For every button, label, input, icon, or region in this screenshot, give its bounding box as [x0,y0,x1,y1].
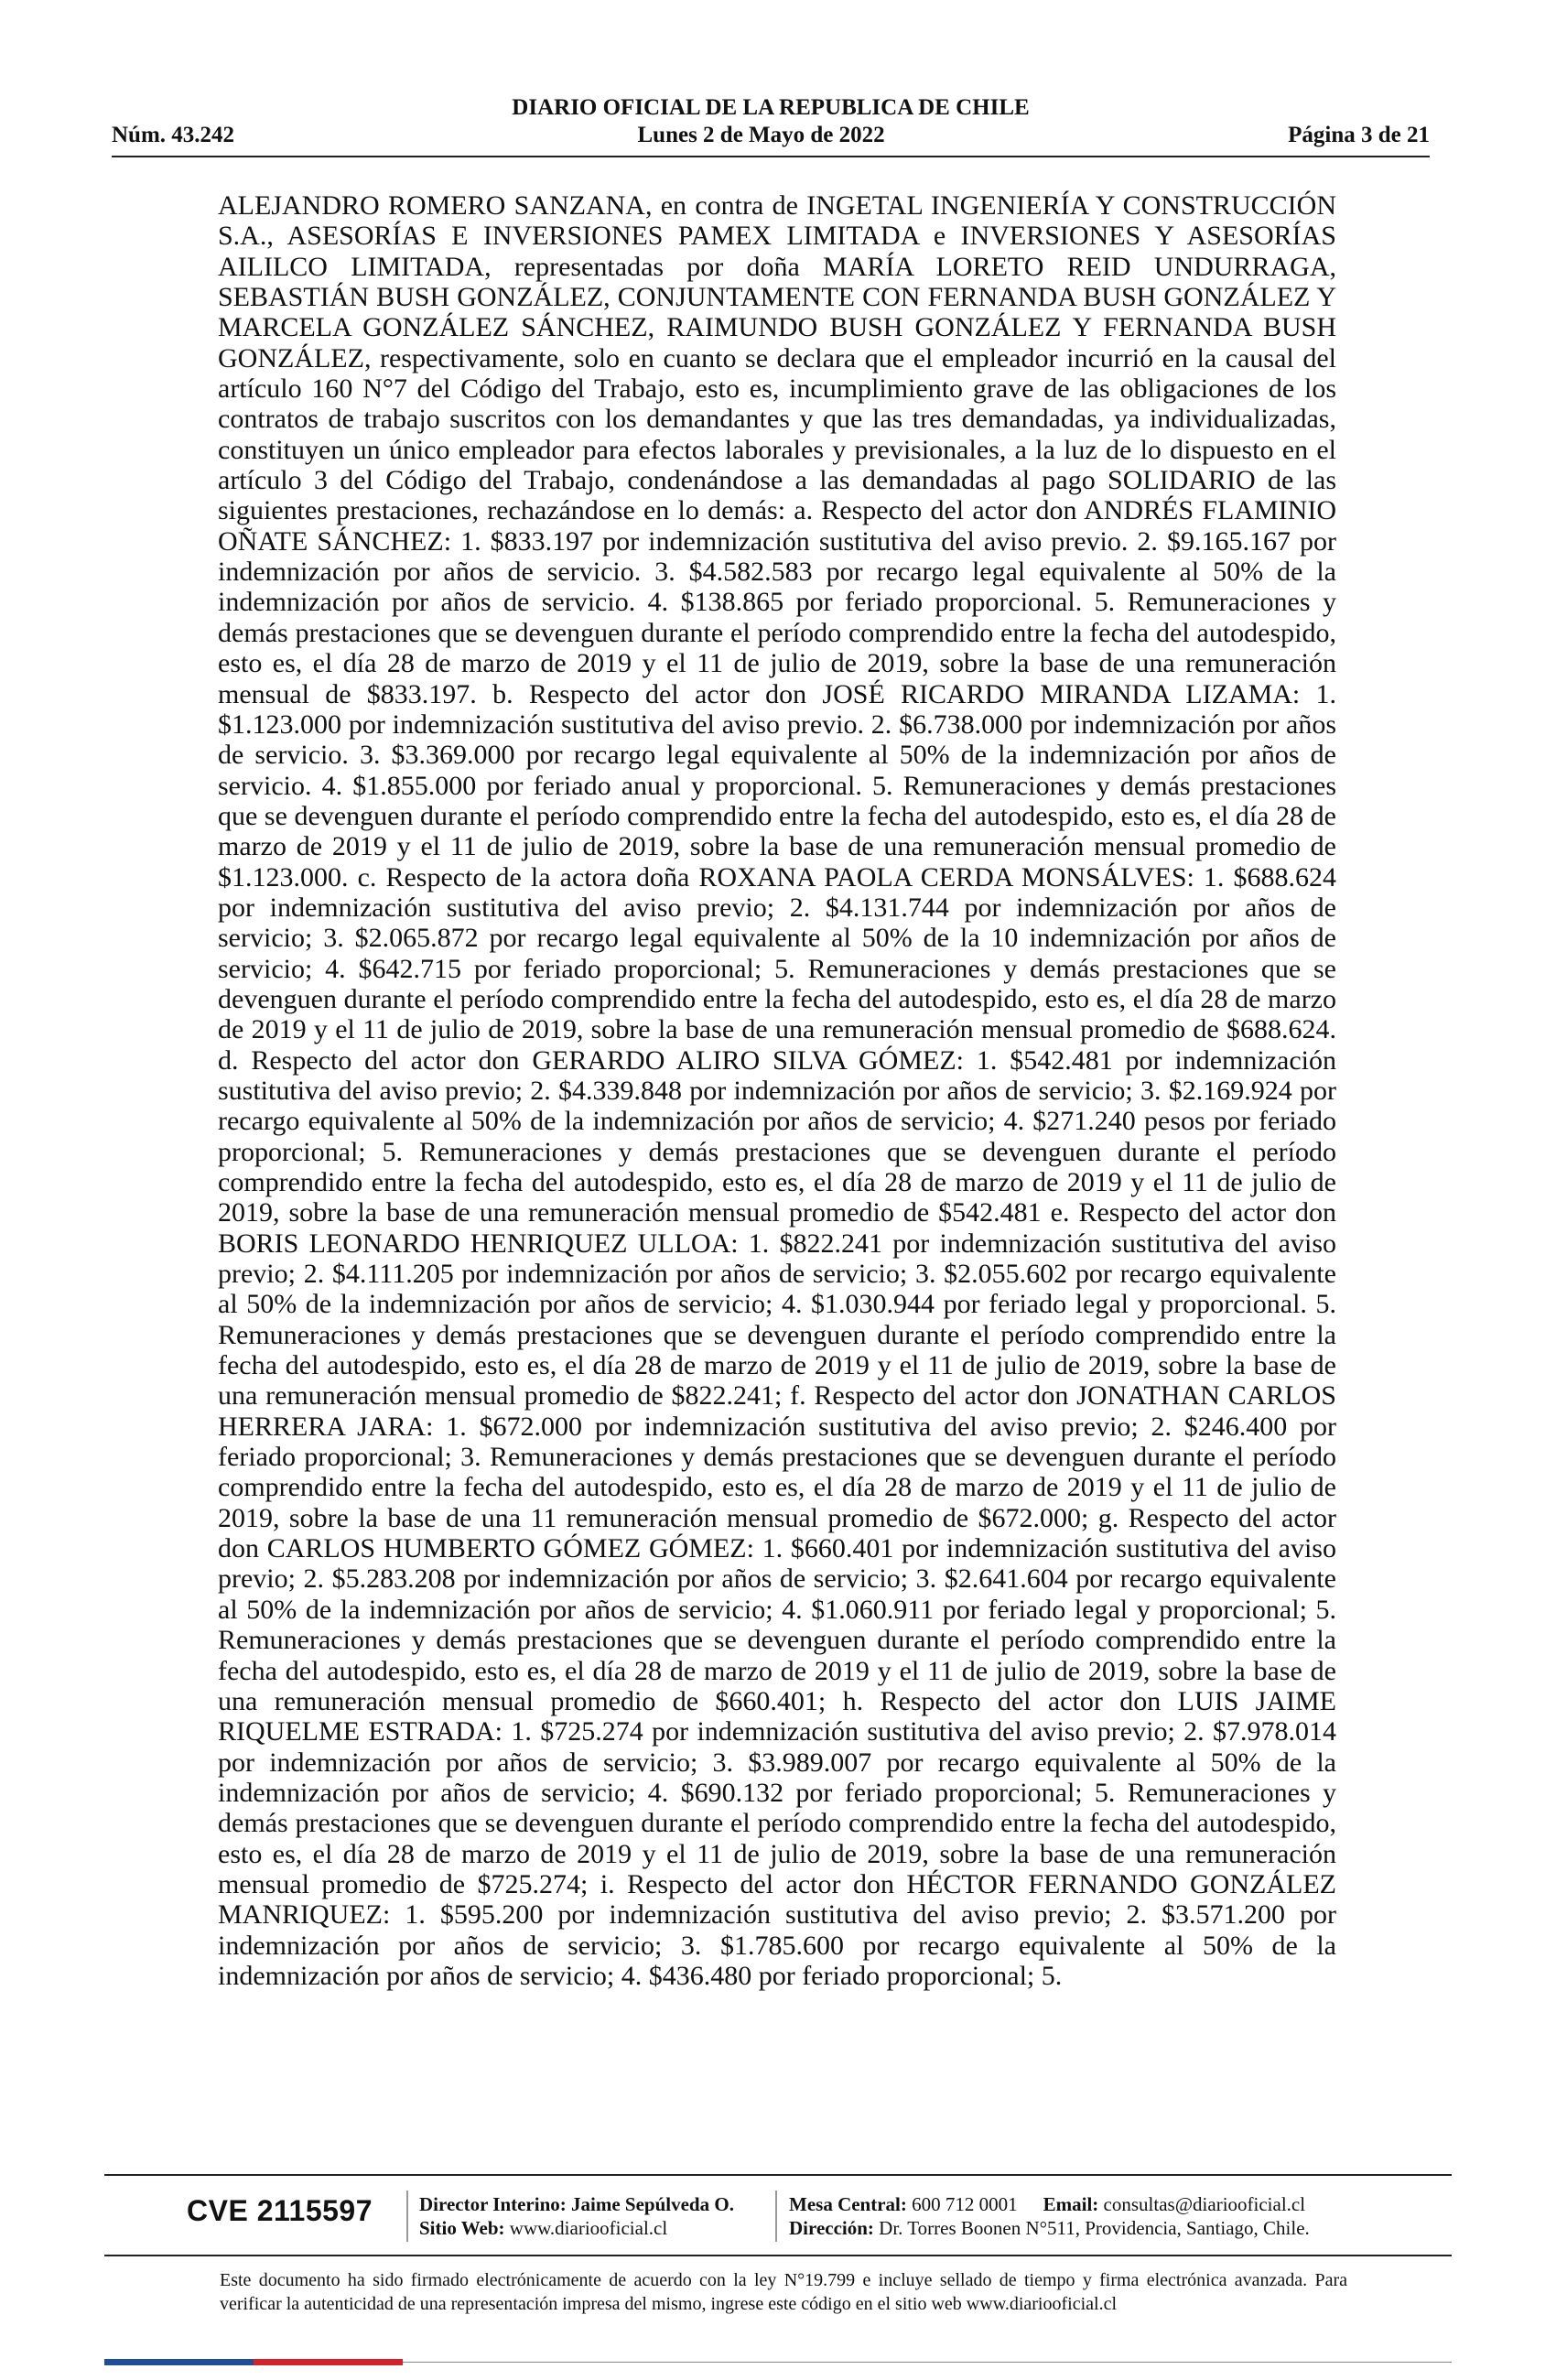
publication-title: DIARIO OFICIAL DE LA REPUBLICA DE CHILE [512,95,1030,120]
footer-divider-top [104,2174,1452,2176]
chile-flag-stripe [104,2359,403,2365]
phone-label: Mesa Central: [789,2193,907,2215]
footer-divider-middle [104,2255,1452,2256]
cve-code: CVE 2115597 [187,2194,373,2227]
page-footer [104,2174,1452,2357]
email-link[interactable]: consultas@diariooficial.cl [1103,2193,1306,2215]
director-label: Director Interino: [419,2193,567,2215]
address-label: Dirección: [789,2217,874,2239]
footer-separator [775,2191,777,2242]
issue-number: Núm. 43.242 [112,123,235,147]
director-name: Jaime Sepúlveda O. [571,2193,734,2215]
website-link[interactable]: www.diariooficial.cl [509,2217,668,2239]
page-header [112,92,1430,156]
email-label: Email: [1043,2193,1099,2215]
header-meta-row [112,123,1430,148]
page-number: Página 3 de 21 [1288,123,1430,147]
issue-date: Lunes 2 de Mayo de 2022 [637,123,885,147]
website-label: Sitio Web: [419,2217,505,2239]
flag-blue-segment [104,2359,254,2365]
signature-note: Este documento ha sido firmado electrónicamente de acuerdo con la ley N°19.799 e incluye sellado de tiempo y firma electrónica avanzada. Para verificar la autenticidad de una representación impresa del mismo, ingrese este código en el sitio web www.diariooficial.cl [220,2270,1347,2314]
footer-separator [406,2191,408,2242]
footer-contact-column [789,2192,1310,2240]
document-body-text: ALEJANDRO ROMERO SANZANA, en contra de INGETAL INGENIERÍA Y CONSTRUCCIÓN S.A., ASESORÍAS E INVERSIONES PAMEX LIMITADA e INVERSIONES Y ASESORÍAS AILILCO LIMITADA, representadas por doña MARÍA LORETO REID UNDURRAGA, SEBASTIÁN BUSH GONZÁLEZ, CONJUNTAMENTE CON FERNANDA BUSH GONZÁLEZ Y MARCELA GONZÁLEZ SÁNCHEZ, RAIMUNDO BUSH GONZÁLEZ Y FERNANDA BUSH GONZÁLEZ, respectivamente, solo en cuanto se declara que el empleador incurrió en la causal del artículo 160 N°7 del Código del Trabajo, esto es, incumplimiento grave de las obligaciones de los contratos de trabajo suscritos con los demandantes y que las tres demandadas, ya individualizadas, constituyen un único empleador para efectos laborales y previsionales, a la luz de lo dispuesto en el artículo 3 del Código del Trabajo, condenándose a las demandadas al pago SOLIDARIO de las siguientes prestaciones, rechazándose en lo demás: a. Respecto del actor don ANDRÉS FLAMINIO OÑATE SÁNCHEZ: 1. $833.197 por indemnización sustitutiva del aviso previo. 2. $9.165.167 por indemnización por años de servicio. 3. $4.582.583 por recargo legal equivalente al 50% de la indemnización por años de servicio. 4. $138.865 por feriado proporcional. 5. Remuneraciones y demás prestaciones que se devenguen durante el período comprendido entre la fecha del autodespido, esto es, el día 28 de marzo de 2019 y el 11 de julio de 2019, sobre la base de una remuneración mensual de $833.197. b. Respecto del actor don JOSÉ RICARDO MIRANDA LIZAMA: 1. $1.123.000 por indemnización sustitutiva del aviso previo. 2. $6.738.000 por indemnización por años de servicio. 3. $3.369.000 por recargo legal equivalente al 50% de la indemnización por años de servicio. 4. $1.855.000 por feriado anual y proporcional. 5. Remuneraciones y demás prestaciones que se devenguen durante el período comprendido entre la fecha del autodespido, esto es, el día 28 de marzo de 2019 y el 11 de julio de 2019, sobre la base de una remuneración mensual promedio de $1.123.000. c. Respecto de la actora doña ROXANA PAOLA CERDA MONSÁLVES: 1. $688.624 por indemnización sustitutiva del aviso previo; 2. $4.131.744 por indemnización por años de servicio; 3. $2.065.872 por recargo legal equivalente al 50% de la 10 indemnización por años de servicio; 4. $642.715 por feriado proporcional; 5. Remuneraciones y demás prestaciones que se devenguen durante el período comprendido entre la fecha del autodespido, esto es, el día 28 de marzo de 2019 y el 11 de julio de 2019, sobre la base de una remuneración mensual promedio de $688.624. d. Respecto del actor don GERARDO ALIRO SILVA GÓMEZ: 1. $542.481 por indemnización sustitutiva del aviso previo; 2. $4.339.848 por indemnización por años de servicio; 3. $2.169.924 por recargo equivalente al 50% de la indemnización por años de servicio; 4. $271.240 pesos por feriado proporcional; 5. Remuneraciones y demás prestaciones que se devenguen durante el período comprendido entre la fecha del autodespido, esto es, el día 28 de marzo de 2019 y el 11 de julio de 2019, sobre la base de una remuneración mensual promedio de $542.481 e. Respecto del actor don BORIS LEONARDO HENRIQUEZ ULLOA: 1. $822.241 por indemnización sustitutiva del aviso previo; 2. $4.111.205 por indemnización por años de servicio; 3. $2.055.602 por recargo equivalente al 50% de la indemnización por años de servicio; 4. $1.030.944 por feriado legal y proporcional. 5. Remuneraciones y demás prestaciones que se devenguen durante el período comprendido entre la fecha del autodespido, esto es, el día 28 de marzo de 2019 y el 11 de julio de 2019, sobre la base de una remuneración mensual promedio de $822.241; f. Respecto del actor don JONATHAN CARLOS HERRERA JARA: 1. $672.000 por indemnización sustitutiva del aviso previo; 2. $246.400 por feriado proporcional; 3. Remuneraciones y demás prestaciones que se devenguen durante el período comprendido entre la fecha del autodespido, esto es, el día 28 de marzo de 2019 y el 11 de julio de 2019, sobre la base de una 11 remuneración mensual promedio de $672.000; g. Respecto del actor don CARLOS HUMBERTO GÓMEZ GÓMEZ: 1. $660.401 por indemnización sustitutiva del aviso previo; 2. $5.283.208 por indemnización por años de servicio; 3. $2.641.604 por recargo equivalente al 50% de la indemnización por años de servicio; 4. $1.060.911 por feriado legal y proporcional; 5. Remuneraciones y demás prestaciones que se devenguen durante el período comprendido entre la fecha del autodespido, esto es, el día 28 de marzo de 2019 y el 11 de julio de 2019, sobre la base de una remuneración mensual promedio de $660.401; h. Respecto del actor don LUIS JAIME RIQUELME ESTRADA: 1. $725.274 por indemnización sustitutiva del aviso previo; 2. $7.978.014 por indemnización por años de servicio; 3. $3.989.007 por recargo equivalente al 50% de la indemnización por años de servicio; 4. $690.132 por feriado proporcional; 5. Remuneraciones y demás prestaciones que se devenguen durante el período comprendido entre la fecha del autodespido, esto es, el día 28 de marzo de 2019 y el 11 de julio de 2019, sobre la base de una remuneración mensual promedio de $725.274; i. Respecto del actor don HÉCTOR FERNANDO GONZÁLEZ MANRIQUEZ: 1. $595.200 por indemnización sustitutiva del aviso previo; 2. $3.571.200 por indemnización por años de servicio; 3. $1.785.600 por recargo equivalente al 50% de la indemnización por años de servicio; 4. $436.480 por feriado proporcional; 5. [218,190,1336,1991]
footer-director-column [419,2192,734,2240]
phone-number: 600 712 0001 [912,2193,1018,2215]
address-text: Dr. Torres Boonen N°511, Providencia, Santiago, Chile. [879,2217,1310,2239]
flag-red-segment [254,2359,403,2365]
header-divider [112,156,1430,157]
